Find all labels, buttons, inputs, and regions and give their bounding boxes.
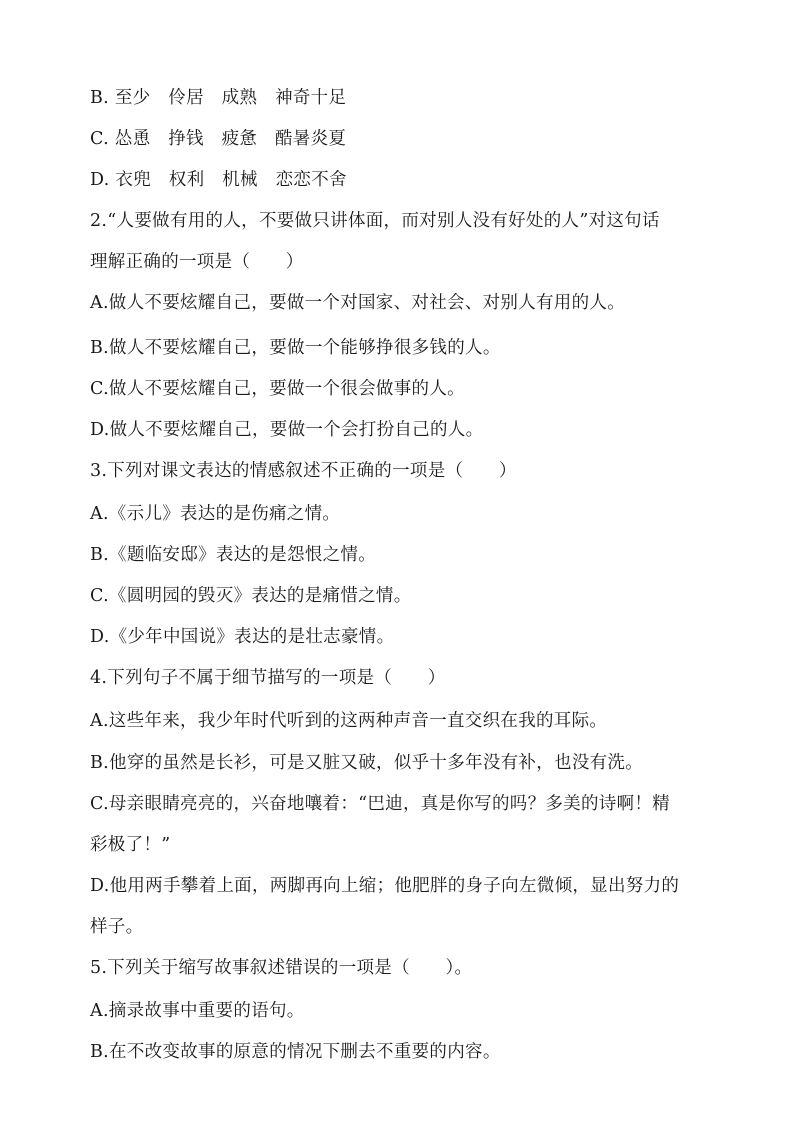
q4-option-c-line-2: 彩极了！” [90,835,171,855]
q4-option-c-line-1: C.母亲眼睛亮亮的，兴奋地嚷着：“巴迪，真是你写的吗？多美的诗啊！精 [90,794,670,814]
q2-stem-line-1: 2.“人要做有用的人，不要做只讲体面，而对别人没有好处的人”对这句话 [90,211,660,231]
q2-option-c: C.做人不要炫耀自己，要做一个很会做事的人。 [90,379,465,399]
q4-option-d-line-2: 样子。 [90,917,144,937]
q2-option-d: D.做人不要炫耀自己，要做一个会打扮自己的人。 [90,420,484,440]
q3-option-a: A.《示儿》表达的是伤痛之情。 [90,504,341,524]
q2-option-b: B.做人不要炫耀自己，要做一个能够挣很多钱的人。 [90,338,501,358]
q3-option-d: D.《少年中国说》表达的是壮志豪情。 [90,627,395,647]
q4-option-a: A.这些年来，我少年时代听到的这两种声音一直交织在我的耳际。 [90,711,608,731]
q2-option-a: A.做人不要炫耀自己，要做一个对国家、对社会、对别人有用的人。 [90,293,625,313]
q4-stem: 4.下列句子不属于细节描写的一项是（ ） [90,668,446,688]
q1-option-d: D. 衣兜 权利 机械 恋恋不舍 [90,170,347,190]
q3-stem: 3.下列对课文表达的情感叙述不正确的一项是（ ） [90,461,517,481]
q4-option-d-line-1: D.他用两手攀着上面，两脚再向上缩；他肥胖的身子向左微倾，显出努力的 [90,876,680,896]
q5-stem: 5.下列关于缩写故事叙述错误的一项是（ ）。 [90,958,473,978]
q3-option-b: B.《题临安邸》表达的是怨恨之情。 [90,545,377,565]
q1-option-c: C. 怂恿 挣钱 疲惫 酷暑炎夏 [90,129,347,149]
q5-option-b: B.在不改变故事的原意的情况下删去不重要的内容。 [90,1042,501,1062]
q4-option-b: B.他穿的虽然是长衫，可是又脏又破，似乎十多年没有补，也没有洗。 [90,753,644,773]
q5-option-a: A.摘录故事中重要的语句。 [90,1001,305,1021]
q1-option-b: B. 至少 伶居 成熟 神奇十足 [90,88,347,108]
q2-stem-line-2: 理解正确的一项是（ ） [90,252,304,272]
q3-option-c: C.《圆明园的毁灭》表达的是痛惜之情。 [90,586,412,606]
